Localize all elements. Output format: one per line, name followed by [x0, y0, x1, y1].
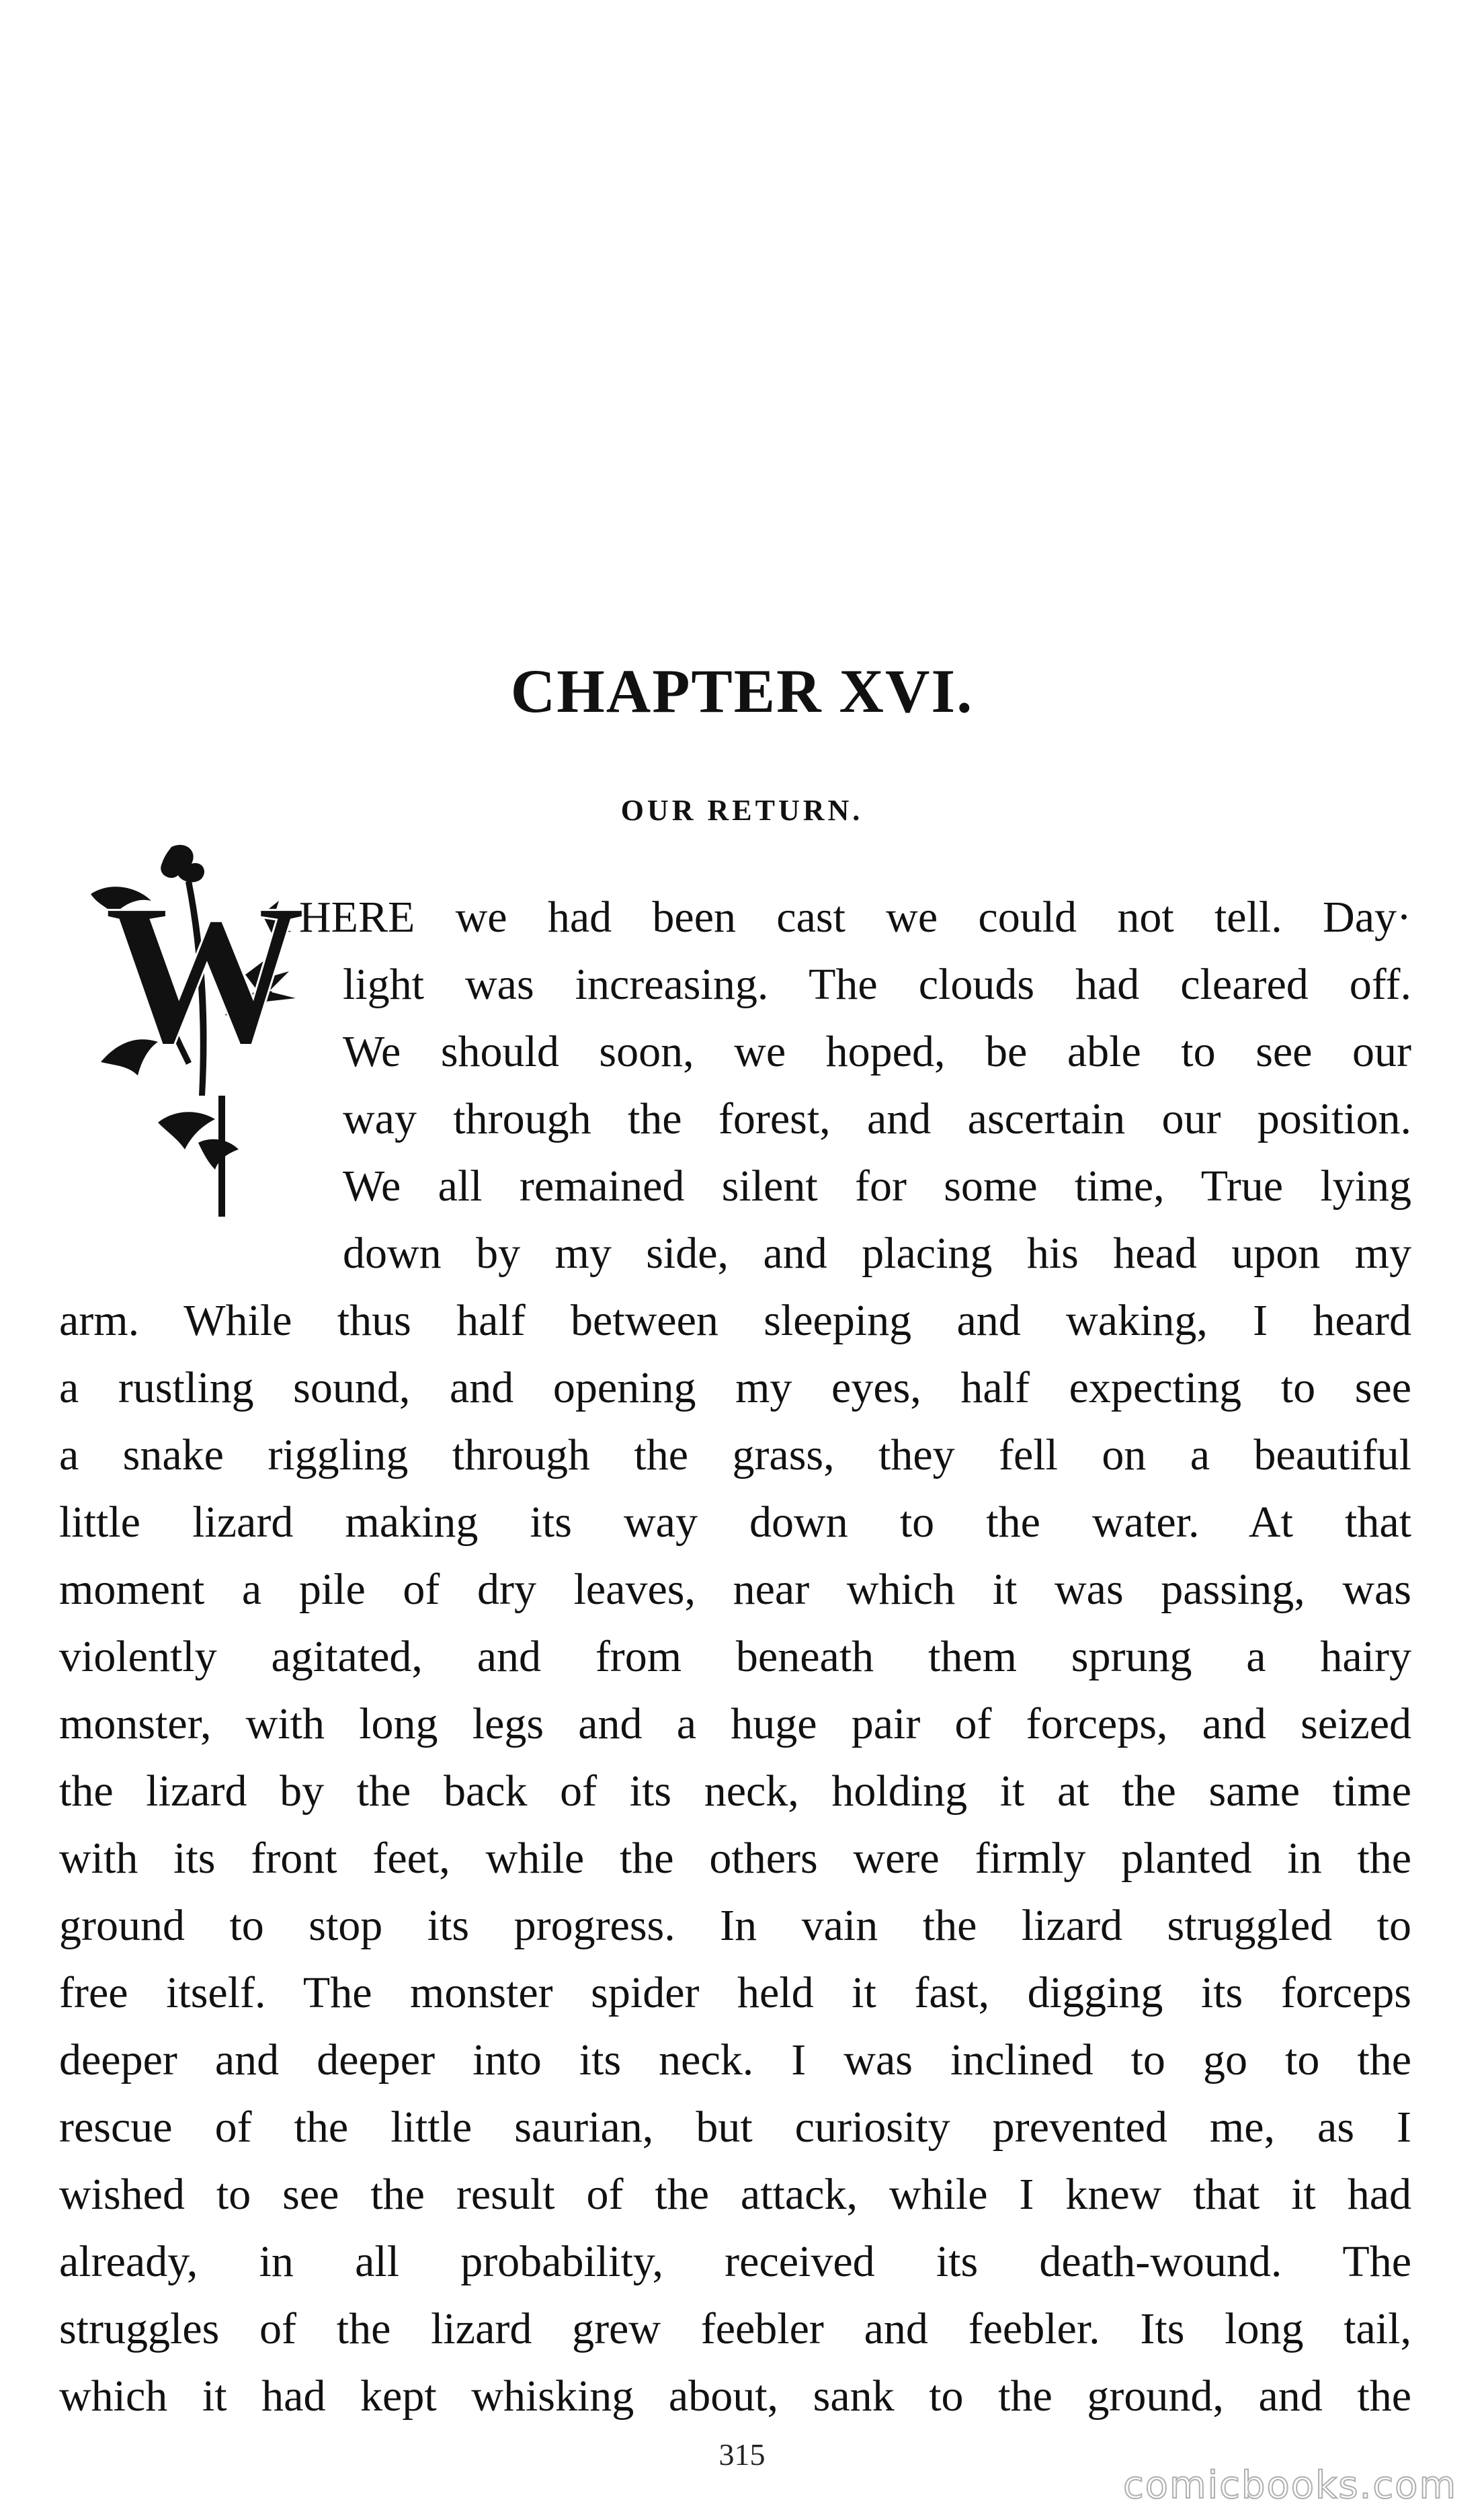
text-line: deeper and deeper into its neck. I was inclined to go to the: [59, 2035, 1411, 2084]
text-line: the lizard by the back of its neck, holding it at the same time: [59, 1767, 1411, 1816]
text-line: free itself. The monster spider held it fast, digging its forceps: [59, 1968, 1411, 2017]
text-line: a rustling sound, and opening my eyes, half expecting to see: [59, 1363, 1411, 1412]
text-line: We should soon, we hoped, be able to see our: [343, 1027, 1411, 1076]
text-line: wished to see the result of the attack, while I knew that it had: [59, 2170, 1411, 2219]
text-line: We all remained silent for some time, True lying: [343, 1162, 1411, 1211]
chapter-subtitle: OUR RETURN.: [620, 794, 864, 827]
text-line: little lizard making its way down to the water. At that: [59, 1498, 1411, 1547]
text-line: a snake riggling through the grass, they fell on a beautiful: [59, 1430, 1411, 1479]
text-line: arm. While thus half between sleeping and waking, I heard: [59, 1296, 1411, 1345]
text-line: ground to stop its progress. In vain the lizard struggled to: [59, 1901, 1411, 1950]
text-line: HERE we had been cast we could not tell. Day·: [299, 893, 1411, 942]
text-line: down by my side, and placing his head upon my: [343, 1229, 1411, 1278]
text-line: rescue of the little saurian, but curiosity prevented me, as I: [59, 2103, 1411, 2152]
text-line: which it had kept whisking about, sank to the ground, and the: [59, 2371, 1411, 2421]
chapter-title: CHAPTER XVI.: [510, 657, 974, 725]
text-line: violently agitated, and from beneath them sprung a hairy: [59, 1632, 1411, 1681]
watermark-logo: comicbooks.com: [1122, 2464, 1457, 2507]
text-line: struggles of the lizard grew feebler and feebler. Its long tail,: [59, 2304, 1411, 2353]
text-line: way through the forest, and ascertain our position.: [343, 1094, 1411, 1143]
page-number: 315: [718, 2437, 766, 2472]
text-line: monster, with long legs and a huge pair of forceps, and seized: [59, 1699, 1411, 1748]
dropcap-letter: W: [104, 862, 306, 1086]
dropcap-ornament-icon: [91, 840, 319, 1217]
text-line: with its front feet, while the others were firmly planted in the: [59, 1834, 1411, 1883]
text-line: already, in all probability, received its death-wound. The: [59, 2237, 1411, 2286]
text-line: light was increasing. The clouds had cleared off.: [343, 960, 1411, 1009]
text-line: moment a pile of dry leaves, near which it was passing, was: [59, 1565, 1411, 1614]
